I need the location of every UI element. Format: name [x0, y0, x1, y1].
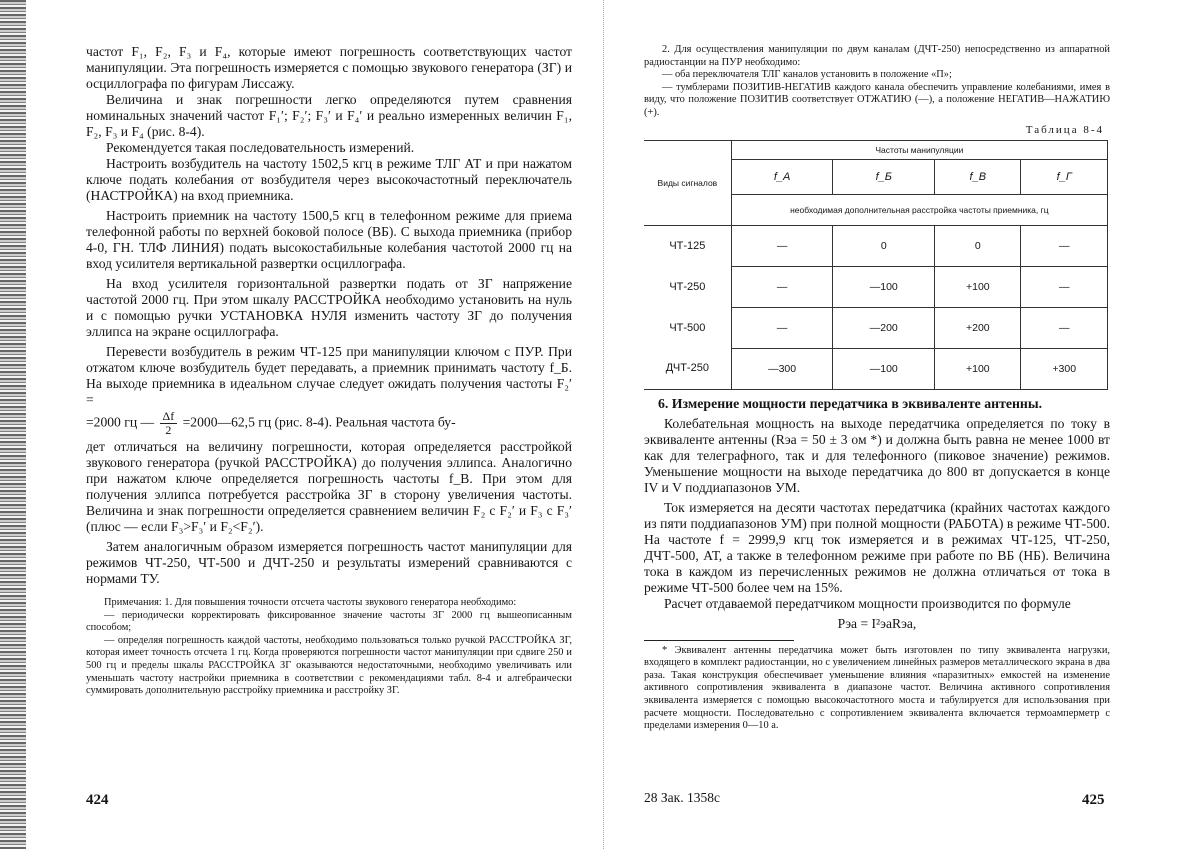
fraction-numerator: Δf	[160, 410, 178, 424]
formula-fraction	[160, 410, 178, 437]
table-cell: —100	[833, 348, 935, 389]
note-item: — оба переключателя ТЛГ каналов установить в положение «П»;	[662, 69, 952, 81]
frequency-formula	[86, 410, 572, 437]
row-label: ЧТ-125	[644, 225, 731, 266]
column-header: f_Г	[1021, 159, 1108, 194]
table-title: Таблица 8-4	[1025, 123, 1104, 136]
table-cell: —	[1021, 225, 1108, 266]
table-row	[644, 307, 1108, 348]
table-subheader: необходимая дополнительная расстройка частоты приемника, гц	[731, 194, 1107, 225]
table-cell: +100	[935, 348, 1021, 389]
paragraph: Настроить возбудитель на частоту 1502,5 кгц в режиме ТЛГ АТ и при нажатом ключе подать колебания от возбудителя через высокочастотный переключатель (НАСТРОЙКА) на вход приемника.	[86, 156, 572, 203]
table-group-header: Частоты манипуляции	[731, 140, 1107, 159]
table-row	[644, 266, 1108, 307]
fraction-denominator: 2	[165, 423, 172, 437]
paragraph: Ток измеряется на десяти частотах передатчика (крайних частотах каждого из пяти поддиапазонов УМ) при полной мощности (РАБОТА) в режиме ЧТ-500. На частоте f = 2999,9 кгц ток измеряется и в режимах ЧТ-125, ЧТ-250, ДЧТ-500, АТ, а также в телефонном режиме при работе по ВБ (НБ). Величина тока в каждом из перечисленных режимов не должна отличаться от тока в режиме ЧТ-500 более чем на 15%.	[644, 499, 1110, 595]
power-formula: Pэа = I²эаRэа,	[837, 615, 917, 631]
footnote: * Эквивалент антенны передатчика может быть изготовлен по типу эквивалента нагрузки, входящего в комплект радиостанции, но с увеличением линейных размеров металлического экрана в два раза. Такая конструкция обеспечивает уменьшение влияния «паразитных» емкостей на изменение активного сопротивления эквивалента в диапазоне частот. Величина активного сопротивления эквивалента измеряется с помощью высокочастотного моста и табулируется для использования при расчете мощности. Последовательно с сопротивлением эквивалента включается термоамперметр с пределами измерения 0—10 а.	[644, 644, 1110, 732]
table-cell: —	[731, 307, 833, 348]
table-cell: +200	[935, 307, 1021, 348]
paragraph: Колебательная мощность на выходе передатчика определяется по току в эквиваленте антенны (Rэа = 50 ± 3 ом *) и должна быть равна не менее 1000 вт как для телеграфного, так и для телефонного (пиковое значение) режимов. Уменьшение мощности на выходе передатчика до 800 вт допускается в конце IV и V поддиапазонов УМ.	[644, 415, 1110, 495]
paragraph: дет отличаться на величину погрешности, которая определяется расстройкой звукового генератора (ручкой РАССТРОЙКА) до получения эллипса. Аналогично при нажатом ключе определяется погрешность частоты f_В. При этом для получения эллипса потребуется расстройка ЗГ в сторону увеличения частоты. Величина и знак погрешности определяется сравнением величин F₂ с F₂′ и F₃ с F₃′ (плюс — если F₃>F₃′ и F₂<F₂′).	[86, 439, 572, 534]
row-label: ЧТ-500	[644, 307, 731, 348]
table-row-header: Виды сигналов	[644, 140, 731, 225]
column-header: f_А	[731, 159, 833, 194]
page-number-left: 424	[86, 792, 109, 808]
paragraph: На вход усилителя горизонтальной развертки подать от ЗГ напряжение частотой 2000 гц. При этом шкалу РАССТРОЙКА необходимо установить на нуль и с помощью ручки УСТАНОВКА НУЛЯ изменить частоту ЗГ до получения эллипса на экране осциллографа.	[86, 276, 572, 339]
table-cell: —200	[833, 307, 935, 348]
scan-edge-artifact	[0, 0, 26, 849]
paragraph: Затем аналогичным образом измеряется погрешность частот манипуляции для режимов ЧТ-250, ЧТ-500 и ДЧТ-250 и результаты измерений сравниваются с нормами ТУ.	[86, 539, 572, 586]
paragraph: Настроить приемник на частоту 1500,5 кгц в телефонном режиме для приема телефонной работы по верхней боковой полосе (ВБ). С выхода приемника (прибор 4-0, ГН. ТЛФ ЛИНИЯ) подать высокостабильные колебания частотой 2000 гц на вход усилителя вертикальной развертки осциллографа.	[86, 208, 572, 271]
left-page	[86, 44, 572, 698]
table-cell: +100	[935, 266, 1021, 307]
table-cell: —	[731, 225, 833, 266]
frequency-table	[644, 140, 1108, 390]
row-label: ДЧТ-250	[644, 348, 731, 389]
column-header: f_В	[935, 159, 1021, 194]
paragraph: частот F₁, F₂, F₃ и F₄, которые имеют погрешность соответствующих частот манипуляции. Эта погрешность измеряется с помощью звукового генератора (ЗГ) и осциллографа по фигурам Лиссажу.	[86, 44, 572, 91]
paragraph: Величина и знак погрешности легко определяются путем сравнения номинальных значений частот F₁′; F₂′; F₃′ и F₄′ и реально измеренных величин F₁, F₂, F₃ и F₄ (рис. 8-4).	[86, 92, 572, 139]
table-cell: +300	[1021, 348, 1108, 389]
paragraph: Перевести возбудитель в режим ЧТ-125 при манипуляции ключом с ПУР. При отжатом ключе возбудитель будет передавать, а приемник принимать частоту f_Б. На выходе приемника в идеальном случае следует ожидать получения частоты F₂′ =	[86, 344, 572, 407]
note-item: — тумблерами ПОЗИТИВ-НЕГАТИВ каждого канала обеспечить управление колебаниями, имея в виду, что положение ПОЗИТИВ соответствует ОТЖАТИЮ (—), а положение НЕГАТИВ—НАЖАТИЮ (+).	[644, 81, 1110, 118]
table-cell: 0	[935, 225, 1021, 266]
table-cell: —100	[833, 266, 935, 307]
table-cell: —300	[731, 348, 833, 389]
table-cell: —	[1021, 307, 1108, 348]
note-item: 2. Для осуществления манипуляции по двум каналам (ДЧТ-250) непосредственно из аппаратной радиостанции на ПУР необходимо:	[644, 44, 1110, 68]
page-number-right: 425	[1082, 792, 1105, 808]
right-page	[644, 44, 1110, 733]
paragraph: Расчет отдаваемой передатчиком мощности производится по формуле	[664, 595, 1071, 611]
table-cell: —	[1021, 266, 1108, 307]
row-label: ЧТ-250	[644, 266, 731, 307]
formula-start: =2000 гц —	[86, 414, 155, 430]
table-cell: —	[731, 266, 833, 307]
paragraph: Рекомендуется такая последовательность измерений.	[106, 140, 415, 155]
formula-end: =2000—62,5 гц (рис. 8-4). Реальная частота бу-	[182, 414, 456, 430]
table-row	[644, 225, 1108, 266]
book-spine	[603, 0, 605, 849]
section-title: 6. Измерение мощности передатчика в эквиваленте антенны.	[658, 395, 1043, 411]
notes-heading: Примечания: 1. Для повышения точности отсчета частоты звукового генератора необходимо:	[104, 597, 517, 608]
note-item: — определяя погрешность каждой частоты, необходимо пользоваться только ручкой РАССТРОЙКА ЗГ, которая имеет точность отсчета 1 гц. Когда проверяются погрешности частот манипуляции при сдвиге 250 и 500 гц и пределы шкалы РАССТРОЙКА ЗГ оказываются недостаточными, необходимо увеличивать или уменьшать частоту настройки приемника в соответствии с рекомендациями табл. 8-4 и алгебраически суммировать дополнительную расстройку приемника и расстройку ЗГ.	[86, 634, 572, 697]
table-row	[644, 348, 1108, 389]
note-item: — периодически корректировать фиксированное значение частоты ЗГ 2000 гц вышеописанным способом;	[86, 609, 572, 634]
printing-mark: 28 Зак. 1358с	[644, 790, 720, 805]
footnote-rule	[644, 640, 794, 641]
table-cell: 0	[833, 225, 935, 266]
column-header: f_Б	[833, 159, 935, 194]
